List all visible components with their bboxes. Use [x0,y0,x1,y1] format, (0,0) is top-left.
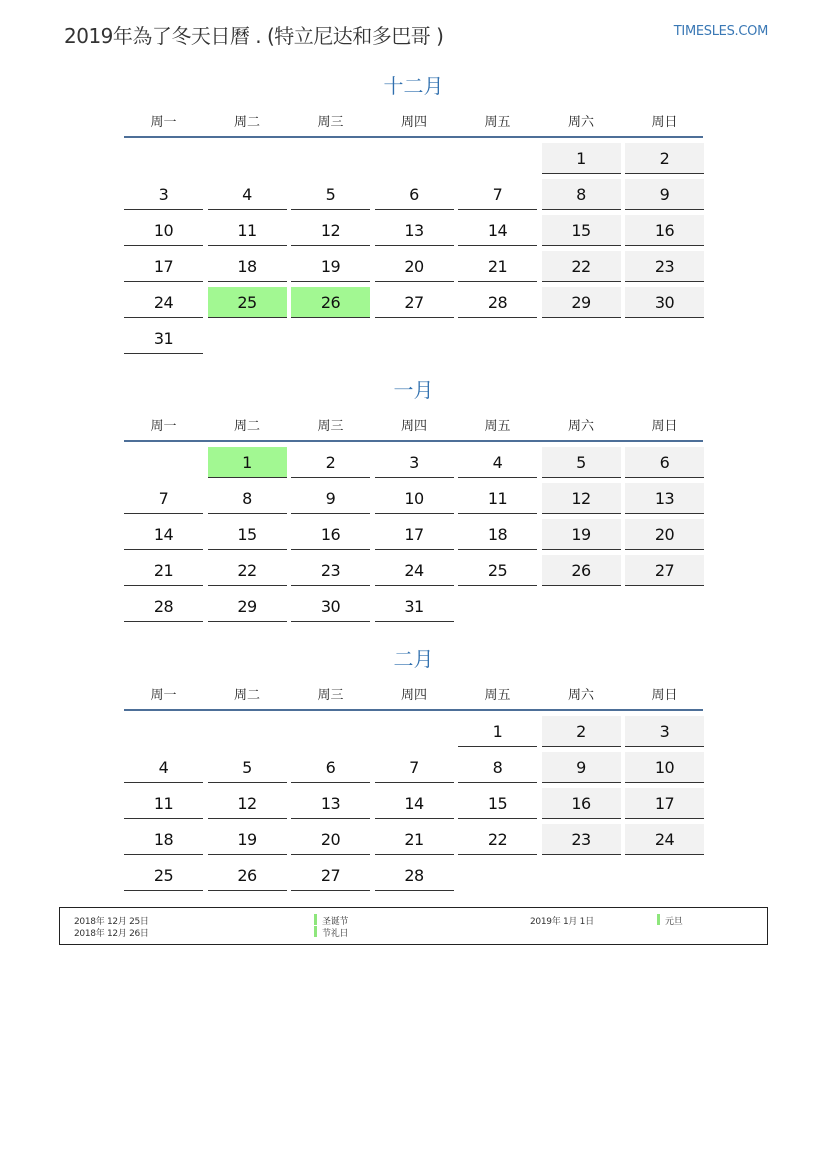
day-cell: 25 [458,555,537,586]
day-cell: 18 [208,251,287,282]
day-cell: 5 [542,447,621,478]
day-cell: 28 [124,591,203,622]
weekday-label: 周一 [150,419,177,434]
weekday-label: 周五 [484,419,511,434]
day-cell: 25 [124,860,203,891]
weekday-label: 周二 [233,419,260,434]
day-cell: 14 [375,788,454,819]
month-title: 一月 [393,378,434,402]
weekday-label: 周一 [150,115,177,130]
weekday-label: 周六 [567,688,594,703]
weekday-label: 周四 [400,115,427,130]
day-cell: 28 [458,287,537,318]
day-cell: 13 [375,215,454,246]
weekday-label: 周三 [317,419,344,434]
day-cell: 20 [375,251,454,282]
legend-holiday-name: 圣诞节 [322,917,349,927]
weekday-header [124,684,703,706]
day-cell: 17 [625,788,704,819]
day-cell: 31 [375,591,454,622]
day-cell: 10 [375,483,454,514]
day-cell: 15 [542,215,621,246]
day-cell: 8 [208,483,287,514]
day-cell: 11 [208,215,287,246]
weekday-label: 周四 [400,688,427,703]
day-cell: 19 [291,251,370,282]
day-cell: 18 [458,519,537,550]
weekday-label: 周四 [400,419,427,434]
weekday-label: 周三 [317,688,344,703]
day-cell: 3 [375,447,454,478]
document-title: 2019年為了冬天日曆 . (特立尼达和多巴哥 ) [64,24,444,48]
day-cell: 19 [542,519,621,550]
day-cell: 17 [375,519,454,550]
day-cell: 22 [208,555,287,586]
day-cell: 17 [124,251,203,282]
weekday-label: 周六 [567,419,594,434]
holiday-marker [314,926,317,937]
day-cell: 31 [124,323,203,354]
weekday-header [124,111,703,133]
day-cell: 27 [625,555,704,586]
weekday-header [124,415,703,437]
weekday-label: 周五 [484,115,511,130]
legend-date: 2019年 1月 1日 [530,917,594,927]
day-cell: 16 [625,215,704,246]
day-cell: 29 [542,287,621,318]
legend-date: 2018年 12月 25日 [74,917,149,927]
day-cell: 29 [208,591,287,622]
weekday-label: 周二 [233,115,260,130]
day-cell: 9 [625,179,704,210]
day-cell: 11 [458,483,537,514]
day-cell: 2 [291,447,370,478]
holiday-day-cell: 26 [291,287,370,318]
day-cell: 22 [458,824,537,855]
day-cell: 4 [124,752,203,783]
day-cell: 10 [124,215,203,246]
holiday-day-cell: 1 [208,447,287,478]
day-cell: 3 [124,179,203,210]
day-cell: 12 [291,215,370,246]
day-cell: 18 [124,824,203,855]
weekday-label: 周六 [567,115,594,130]
day-cell: 7 [458,179,537,210]
day-cell: 11 [124,788,203,819]
header-divider [124,136,703,138]
day-cell: 24 [375,555,454,586]
day-cell: 8 [458,752,537,783]
day-cell: 1 [542,143,621,174]
day-cell: 23 [542,824,621,855]
day-cell: 5 [208,752,287,783]
day-cell: 20 [291,824,370,855]
weekday-label: 周日 [651,115,678,130]
day-cell: 20 [625,519,704,550]
holiday-marker [314,914,317,925]
day-cell: 14 [124,519,203,550]
day-cell: 4 [458,447,537,478]
day-cell: 13 [291,788,370,819]
day-cell: 3 [625,716,704,747]
header-divider [124,709,703,711]
day-cell: 2 [542,716,621,747]
day-cell: 8 [542,179,621,210]
day-cell: 7 [375,752,454,783]
legend-holiday-name: 元旦 [665,917,683,927]
day-cell: 6 [625,447,704,478]
day-cell: 9 [542,752,621,783]
holiday-legend [59,907,768,945]
day-cell: 15 [208,519,287,550]
weekday-label: 周日 [651,688,678,703]
day-cell: 6 [375,179,454,210]
header-divider [124,440,703,442]
day-cell: 21 [124,555,203,586]
weekday-label: 周一 [150,688,177,703]
day-cell: 24 [124,287,203,318]
day-cell: 5 [291,179,370,210]
legend-holiday-name: 节礼日 [322,929,349,939]
day-cell: 16 [542,788,621,819]
day-cell: 9 [291,483,370,514]
site-link[interactable]: TIMESLES.COM [673,24,768,39]
weekday-label: 周日 [651,419,678,434]
legend-date: 2018年 12月 26日 [74,929,149,939]
day-cell: 27 [375,287,454,318]
day-cell: 26 [208,860,287,891]
holiday-day-cell: 25 [208,287,287,318]
day-cell: 2 [625,143,704,174]
day-cell: 12 [542,483,621,514]
day-cell: 22 [542,251,621,282]
weekday-label: 周三 [317,115,344,130]
day-cell: 1 [458,716,537,747]
day-cell: 23 [625,251,704,282]
day-cell: 21 [375,824,454,855]
day-cell: 23 [291,555,370,586]
day-cell: 28 [375,860,454,891]
month-title: 二月 [393,647,434,671]
holiday-marker [657,914,660,925]
day-cell: 21 [458,251,537,282]
day-cell: 27 [291,860,370,891]
day-cell: 30 [291,591,370,622]
day-cell: 19 [208,824,287,855]
day-cell: 26 [542,555,621,586]
day-cell: 15 [458,788,537,819]
day-cell: 4 [208,179,287,210]
day-cell: 16 [291,519,370,550]
day-cell: 13 [625,483,704,514]
day-cell: 6 [291,752,370,783]
day-cell: 30 [625,287,704,318]
weekday-label: 周二 [233,688,260,703]
day-cell: 12 [208,788,287,819]
weekday-label: 周五 [484,688,511,703]
month-title: 十二月 [383,74,444,98]
day-cell: 24 [625,824,704,855]
day-cell: 10 [625,752,704,783]
day-cell: 14 [458,215,537,246]
day-cell: 7 [124,483,203,514]
